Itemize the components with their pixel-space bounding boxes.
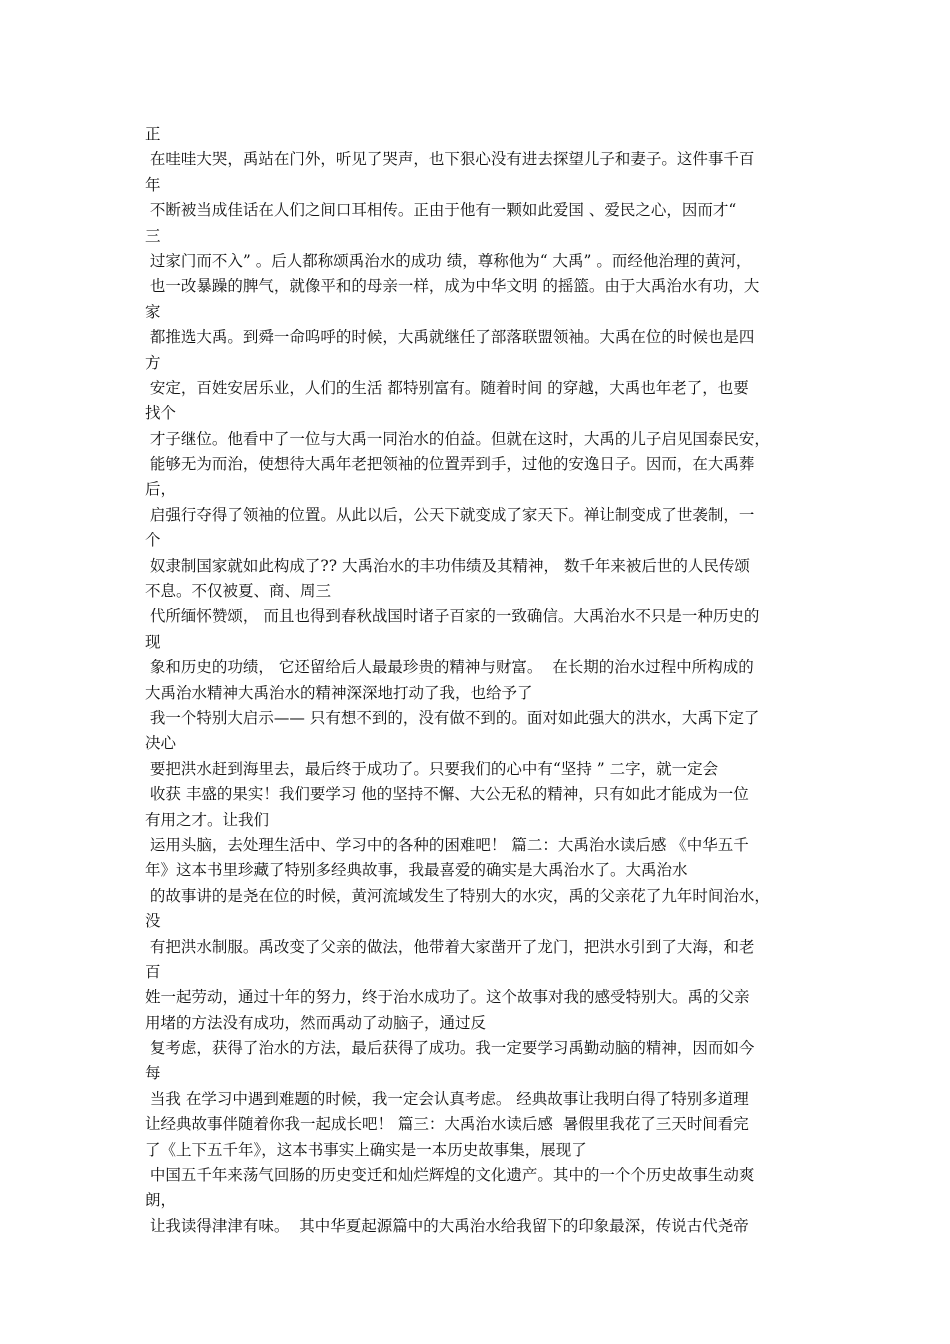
text-line: 复考虑，获得了治水的方法，最后获得了成功。我一定要学习禹勤动脑的精神，因而如今 xyxy=(145,1039,755,1058)
text-line: 要把洪水赶到海里去，最后终于成功了。只要我们的心中有“坚持 ” 二字，就一定会 xyxy=(145,759,719,778)
text-line: 不断被当成佳话在人们之间口耳相传。正由于他有一颗如此爱国 、爱民之心，因而才“ xyxy=(145,201,737,220)
text-line: 能够无为而治，使想待大禹年老把领袖的位置弄到手，过他的安逸日子。因而，在大禹葬 xyxy=(145,455,755,474)
text-line: 的故事讲的是尧在位的时候，黄河流域发生了特别大的水灾，禹的父亲花了九年时间治水， xyxy=(145,886,770,905)
text-line: 每 xyxy=(145,1064,161,1083)
text-line: 才子继位。他看中了一位与大禹一同治水的伯益。但就在这时，大禹的儿子启见国泰民安， xyxy=(145,429,770,448)
text-line: 后， xyxy=(145,480,177,499)
text-line: 决心 xyxy=(145,734,177,753)
text-line: 个 xyxy=(145,531,161,550)
body-text xyxy=(145,122,810,1239)
text-line: 大禹治水精神大禹治水的精神深深地打动了我，也给予了 xyxy=(145,683,533,702)
text-line: 收获 丰盛的果实！我们要学习 他的坚持不懈、大公无私的精神，只有如此才能成为一位 xyxy=(145,785,749,804)
text-line: 运用头脑，去处理生活中、学习中的各种的困难吧！ 篇二：大禹治水读后感 《中华五千 xyxy=(145,835,749,854)
text-line: 启强行夺得了领袖的位置。从此以后，公天下就变成了家天下。禅让制变成了世袭制，一 xyxy=(145,505,755,524)
text-line: 现 xyxy=(145,632,161,651)
text-line: 没 xyxy=(145,912,161,931)
text-line: 让经典故事伴随着你我一起成长吧！ 篇三：大禹治水读后感 暑假里我花了三天时间看完 xyxy=(145,1115,749,1134)
text-line: 年 xyxy=(145,175,161,194)
text-line: 象和历史的功绩， 它还留给后人最最珍贵的精神与财富。 在长期的治水过程中所构成的 xyxy=(145,658,754,677)
text-line: 不息。不仅被夏、商、周三 xyxy=(145,582,332,601)
text-line: 找个 xyxy=(145,404,177,423)
text-line: 都推选大禹。到舜一命呜呼的时候，大禹就继任了部落联盟领袖。大禹在位的时候也是四 xyxy=(145,328,755,347)
text-line: 家 xyxy=(145,302,161,321)
text-line: 用堵的方法没有成功，然而禹动了动脑子，通过反 xyxy=(145,1013,487,1032)
text-line: 有把洪水制服。禹改变了父亲的做法，他带着大家凿开了龙门，把洪水引到了大海，和老 xyxy=(145,937,755,956)
text-line: 过家门而不入” 。后人都称颂禹治水的成功 绩，尊称他为“ 大禹” 。而经他治理的黄河， xyxy=(145,251,752,270)
text-line: 也一改暴躁的脾气，就像平和的母亲一样，成为中华文明 的摇篮。由于大禹治水有功，大 xyxy=(145,277,760,296)
text-line: 有用之才。让我们 xyxy=(145,810,270,829)
text-line: 我一个特别大启示—— 只有想不到的，没有做不到的。面对如此强大的洪水，大禹下定了 xyxy=(145,708,760,727)
text-line: 了《上下五千年》，这本书事实上确实是一本历史故事集，展现了 xyxy=(145,1140,587,1159)
text-line: 年》这本书里珍藏了特别多经典故事，我最喜爱的确实是大禹治水了。大禹治水 xyxy=(145,861,688,880)
text-line: 姓一起劳动，通过十年的努力，终于治水成功了。这个故事对我的感受特别大。禹的父亲 xyxy=(145,988,750,1007)
text-line: 三 xyxy=(145,226,161,245)
text-line: 在哇哇大哭，禹站在门外，听见了哭声，也下狠心没有进去探望儿子和妻子。这件事千百 xyxy=(145,150,755,169)
text-line: 正 xyxy=(145,125,161,143)
text-line: 朗， xyxy=(145,1191,177,1210)
text-line: 当我 在学习中遇到难题的时候，我一定会认真考虑。 经典故事让我明白得了特别多道理 xyxy=(145,1089,749,1108)
text-line: 中国五千年来荡气回肠的历史变迁和灿烂辉煌的文化遗产。其中的一个个历史故事生动爽 xyxy=(145,1166,755,1185)
text-line: 方 xyxy=(145,353,161,372)
text-line: 百 xyxy=(145,962,161,981)
text-line: 代所缅怀赞颂， 而且也得到春秋战国时诸子百家的一致确信。大禹治水不只是一种历史的 xyxy=(145,607,760,626)
text-line: 安定，百姓安居乐业，人们的生活 都特别富有。随着时间 的穿越，大禹也年老了，也要 xyxy=(145,378,749,397)
text-line: 让我读得津津有味。 其中华夏起源篇中的大禹治水给我留下的印象最深，传说古代尧帝 xyxy=(145,1216,749,1235)
text-line: 奴隶制国家就如此构成了?? 大禹治水的丰功伟绩及其精神， 数千年来被后世的人民传颂 xyxy=(145,556,750,575)
